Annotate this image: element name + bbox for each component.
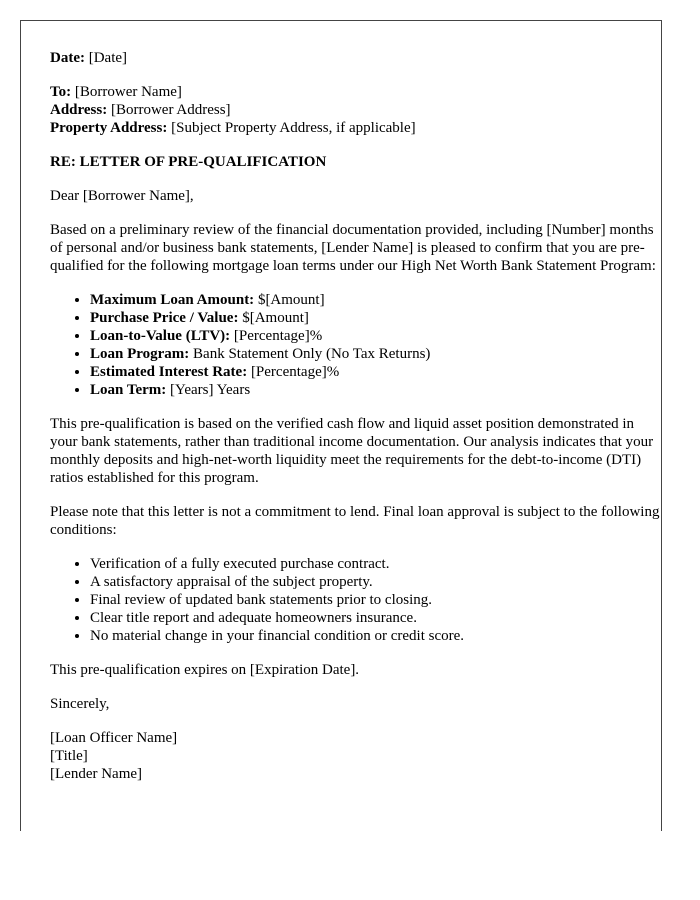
salutation: Dear [Borrower Name], [50, 188, 194, 204]
date-line: Date: [Date] [50, 50, 128, 66]
expiry-line: This pre-qualification expires on [Expiration Date]. [50, 662, 360, 678]
list-item: • Purchase Price / Value: $[Amount] [90, 309, 661, 327]
list-item: • A satisfactory appraisal of the subject property. [90, 573, 661, 591]
intro-paragraph: Based on a preliminary review of the financial documentation provided, including [Number] months of personal and/or business bank statements, [Lender Name] is pleased to confirm that you are pre-qualified for the following mortgage loan terms under our High Net Worth Bank Statement Program: [50, 222, 656, 274]
list-item: • No material change in your financial condition or credit score. [90, 627, 661, 645]
letter-document [20, 20, 662, 831]
list-item: • Loan-to-Value (LTV): [Percentage]% [90, 327, 661, 345]
conditions-list [50, 555, 661, 645]
re-line: RE: LETTER OF PRE-QUALIFICATION [50, 154, 327, 170]
list-item: • Estimated Interest Rate: [Percentage]% [90, 363, 661, 381]
loan-terms-list [50, 291, 661, 399]
note-paragraph: Please note that this letter is not a commitment to lend. Final loan approval is subject to the following conditions: [50, 504, 660, 538]
list-item: • Loan Term: [Years] Years [90, 381, 661, 399]
list-item: • Clear title report and adequate homeowners insurance. [90, 609, 661, 627]
recipient-block: To: [Borrower Name] Address: [Borrower Address] Property Address: [Subject Property Address, if applicable] [50, 84, 416, 136]
list-item: • Maximum Loan Amount: $[Amount] [90, 291, 661, 309]
closing: Sincerely, [50, 696, 110, 712]
signature-block: [Loan Officer Name] [Title] [Lender Name] [50, 730, 178, 782]
list-item: • Final review of updated bank statements prior to closing. [90, 591, 661, 609]
list-item: • Loan Program: Bank Statement Only (No Tax Returns) [90, 345, 661, 363]
basis-paragraph: This pre-qualification is based on the verified cash flow and liquid asset position demonstrated in your bank statements, rather than traditional income documentation. Our analysis indicates that your monthly deposits and high-net-worth liquidity meet the requirements for the debt-to-income (DTI) ratios established for this program. [50, 416, 654, 486]
list-item: • Verification of a fully executed purchase contract. [90, 555, 661, 573]
